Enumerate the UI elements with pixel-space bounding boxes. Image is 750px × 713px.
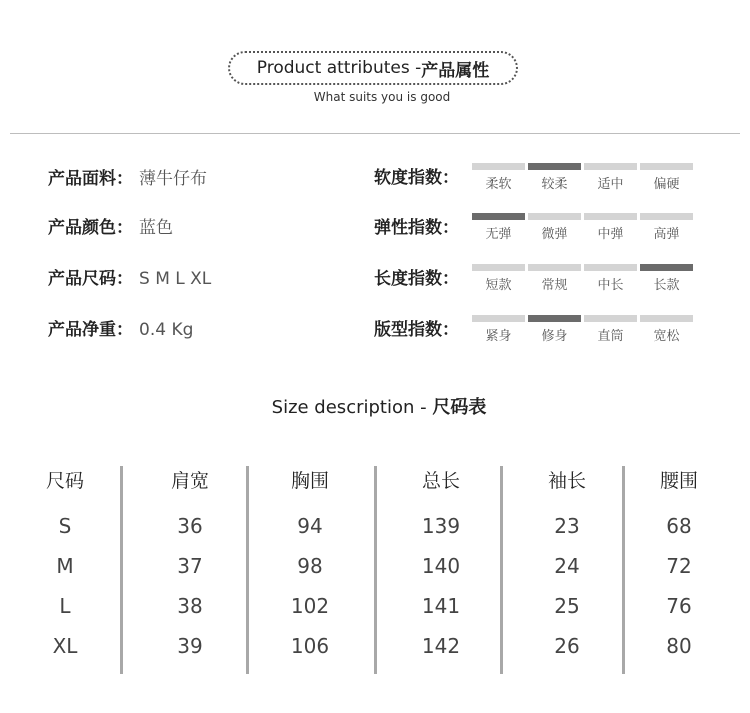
scale-option-label: 短款	[485, 278, 512, 293]
scale-option	[640, 163, 693, 193]
table-cell: 139	[421, 514, 461, 538]
attribute-weight	[48, 315, 193, 340]
table-cell: 76	[666, 594, 692, 618]
scale-label-softness: 软度指数：	[374, 168, 459, 188]
scale-option-label: 偏硬	[653, 177, 680, 192]
scale-label-fit: 版型指数：	[374, 320, 459, 340]
attribute-size	[48, 264, 211, 289]
scale-option	[640, 213, 693, 243]
scale-bar-selected	[528, 315, 581, 322]
scale-bar	[472, 163, 525, 170]
scale-bar	[472, 264, 525, 271]
scale-bar	[472, 315, 525, 322]
scale-option	[584, 213, 637, 243]
scale-option	[584, 315, 637, 345]
table-cell: 25	[554, 594, 580, 618]
section-title-badge	[228, 51, 518, 85]
scale-softness	[472, 163, 694, 193]
scale-option-label: 直筒	[597, 329, 624, 344]
scale-bar-selected	[528, 163, 581, 170]
table-cell: 98	[297, 554, 323, 578]
table-cell: 72	[666, 554, 692, 578]
scale-option-label: 无弹	[485, 227, 512, 242]
scale-option	[472, 163, 525, 193]
scale-option	[528, 264, 581, 294]
table-cell: 38	[177, 594, 203, 618]
column-header: 胸围	[290, 470, 329, 492]
scale-option-label: 中长	[597, 278, 624, 293]
scale-bar	[584, 315, 637, 322]
table-cell: 26	[554, 634, 580, 658]
scale-option	[472, 264, 525, 294]
table-cell: M	[56, 554, 74, 578]
scale-bar	[640, 315, 693, 322]
table-cell: 68	[666, 514, 692, 538]
size-title-cn: 尺码表	[432, 397, 487, 418]
scale-fit	[472, 315, 694, 345]
attribute-key: 产品面料：	[48, 169, 133, 189]
size-title-en: Size description -	[271, 397, 433, 418]
size-column	[260, 466, 360, 674]
scale-option	[640, 315, 693, 345]
divider-line	[10, 133, 740, 134]
scale-bar	[528, 213, 581, 220]
scale-option-label: 宽松	[653, 329, 680, 344]
column-header: 总长	[421, 470, 460, 492]
table-cell: 142	[421, 634, 461, 658]
scale-bar	[640, 163, 693, 170]
table-cell: XL	[52, 634, 78, 658]
table-cell: 36	[177, 514, 203, 538]
table-cell: 94	[297, 514, 323, 538]
size-column	[391, 466, 491, 674]
section-title-en: Product attributes -	[256, 58, 422, 78]
scale-bar	[640, 213, 693, 220]
table-cell: 37	[177, 554, 203, 578]
attribute-value: 蓝色	[139, 218, 173, 238]
size-column	[629, 466, 729, 674]
size-column	[517, 466, 617, 674]
column-divider	[374, 466, 377, 674]
table-cell: 80	[666, 634, 692, 658]
column-header: 肩宽	[170, 470, 209, 492]
scale-option	[472, 315, 525, 345]
scale-option	[472, 213, 525, 243]
scale-bar	[528, 264, 581, 271]
scale-option	[528, 213, 581, 243]
scale-option-label: 中弹	[597, 227, 624, 242]
table-cell: 23	[554, 514, 580, 538]
column-header: 腰围	[659, 470, 698, 492]
scale-elasticity	[472, 213, 694, 243]
table-cell: 140	[421, 554, 461, 578]
scale-length	[472, 264, 694, 294]
attribute-value: 0.4 Kg	[139, 320, 194, 340]
table-cell: S	[58, 514, 72, 538]
table-cell: 141	[421, 594, 461, 618]
attribute-key: 产品净重：	[48, 320, 133, 340]
column-header: 袖长	[547, 470, 586, 492]
column-divider	[500, 466, 503, 674]
scale-option	[528, 163, 581, 193]
column-header: 尺码	[45, 470, 84, 492]
table-cell: 24	[554, 554, 580, 578]
scale-option-label: 紧身	[485, 329, 512, 344]
size-column	[140, 466, 240, 674]
scale-bar	[584, 264, 637, 271]
scale-option-label: 微弹	[541, 227, 568, 242]
attribute-key: 产品颜色：	[48, 218, 133, 238]
scale-bar-selected	[640, 264, 693, 271]
attribute-value: S M L XL	[139, 269, 212, 289]
scale-option	[640, 264, 693, 294]
table-cell: 106	[290, 634, 330, 658]
size-column	[15, 466, 115, 674]
scale-bar	[584, 213, 637, 220]
scale-bar	[584, 163, 637, 170]
section-subtitle: What suits you is good	[313, 90, 451, 104]
column-divider	[622, 466, 625, 674]
scale-option-label: 常规	[541, 278, 568, 293]
scale-label-elasticity: 弹性指数：	[374, 218, 459, 238]
scale-option-label: 柔软	[485, 177, 512, 192]
column-divider	[246, 466, 249, 674]
attribute-key: 产品尺码：	[48, 269, 133, 289]
scale-option-label: 修身	[541, 329, 568, 344]
attribute-value: 薄牛仔布	[139, 169, 207, 189]
table-cell: 102	[290, 594, 330, 618]
size-section-title	[0, 393, 750, 419]
scale-option-label: 较柔	[541, 177, 568, 192]
scale-option-label: 适中	[597, 177, 624, 192]
scale-option	[528, 315, 581, 345]
attribute-color	[48, 213, 173, 238]
scale-bar-selected	[472, 213, 525, 220]
scale-option-label: 高弹	[653, 227, 680, 242]
section-title-cn: 产品属性	[421, 60, 490, 81]
attribute-fabric	[48, 164, 207, 189]
scale-option-label: 长款	[653, 278, 680, 293]
scale-option	[584, 163, 637, 193]
table-cell: 39	[177, 634, 203, 658]
column-divider	[120, 466, 123, 674]
table-cell: L	[59, 594, 71, 618]
scale-option	[584, 264, 637, 294]
scale-label-length: 长度指数：	[374, 269, 459, 289]
